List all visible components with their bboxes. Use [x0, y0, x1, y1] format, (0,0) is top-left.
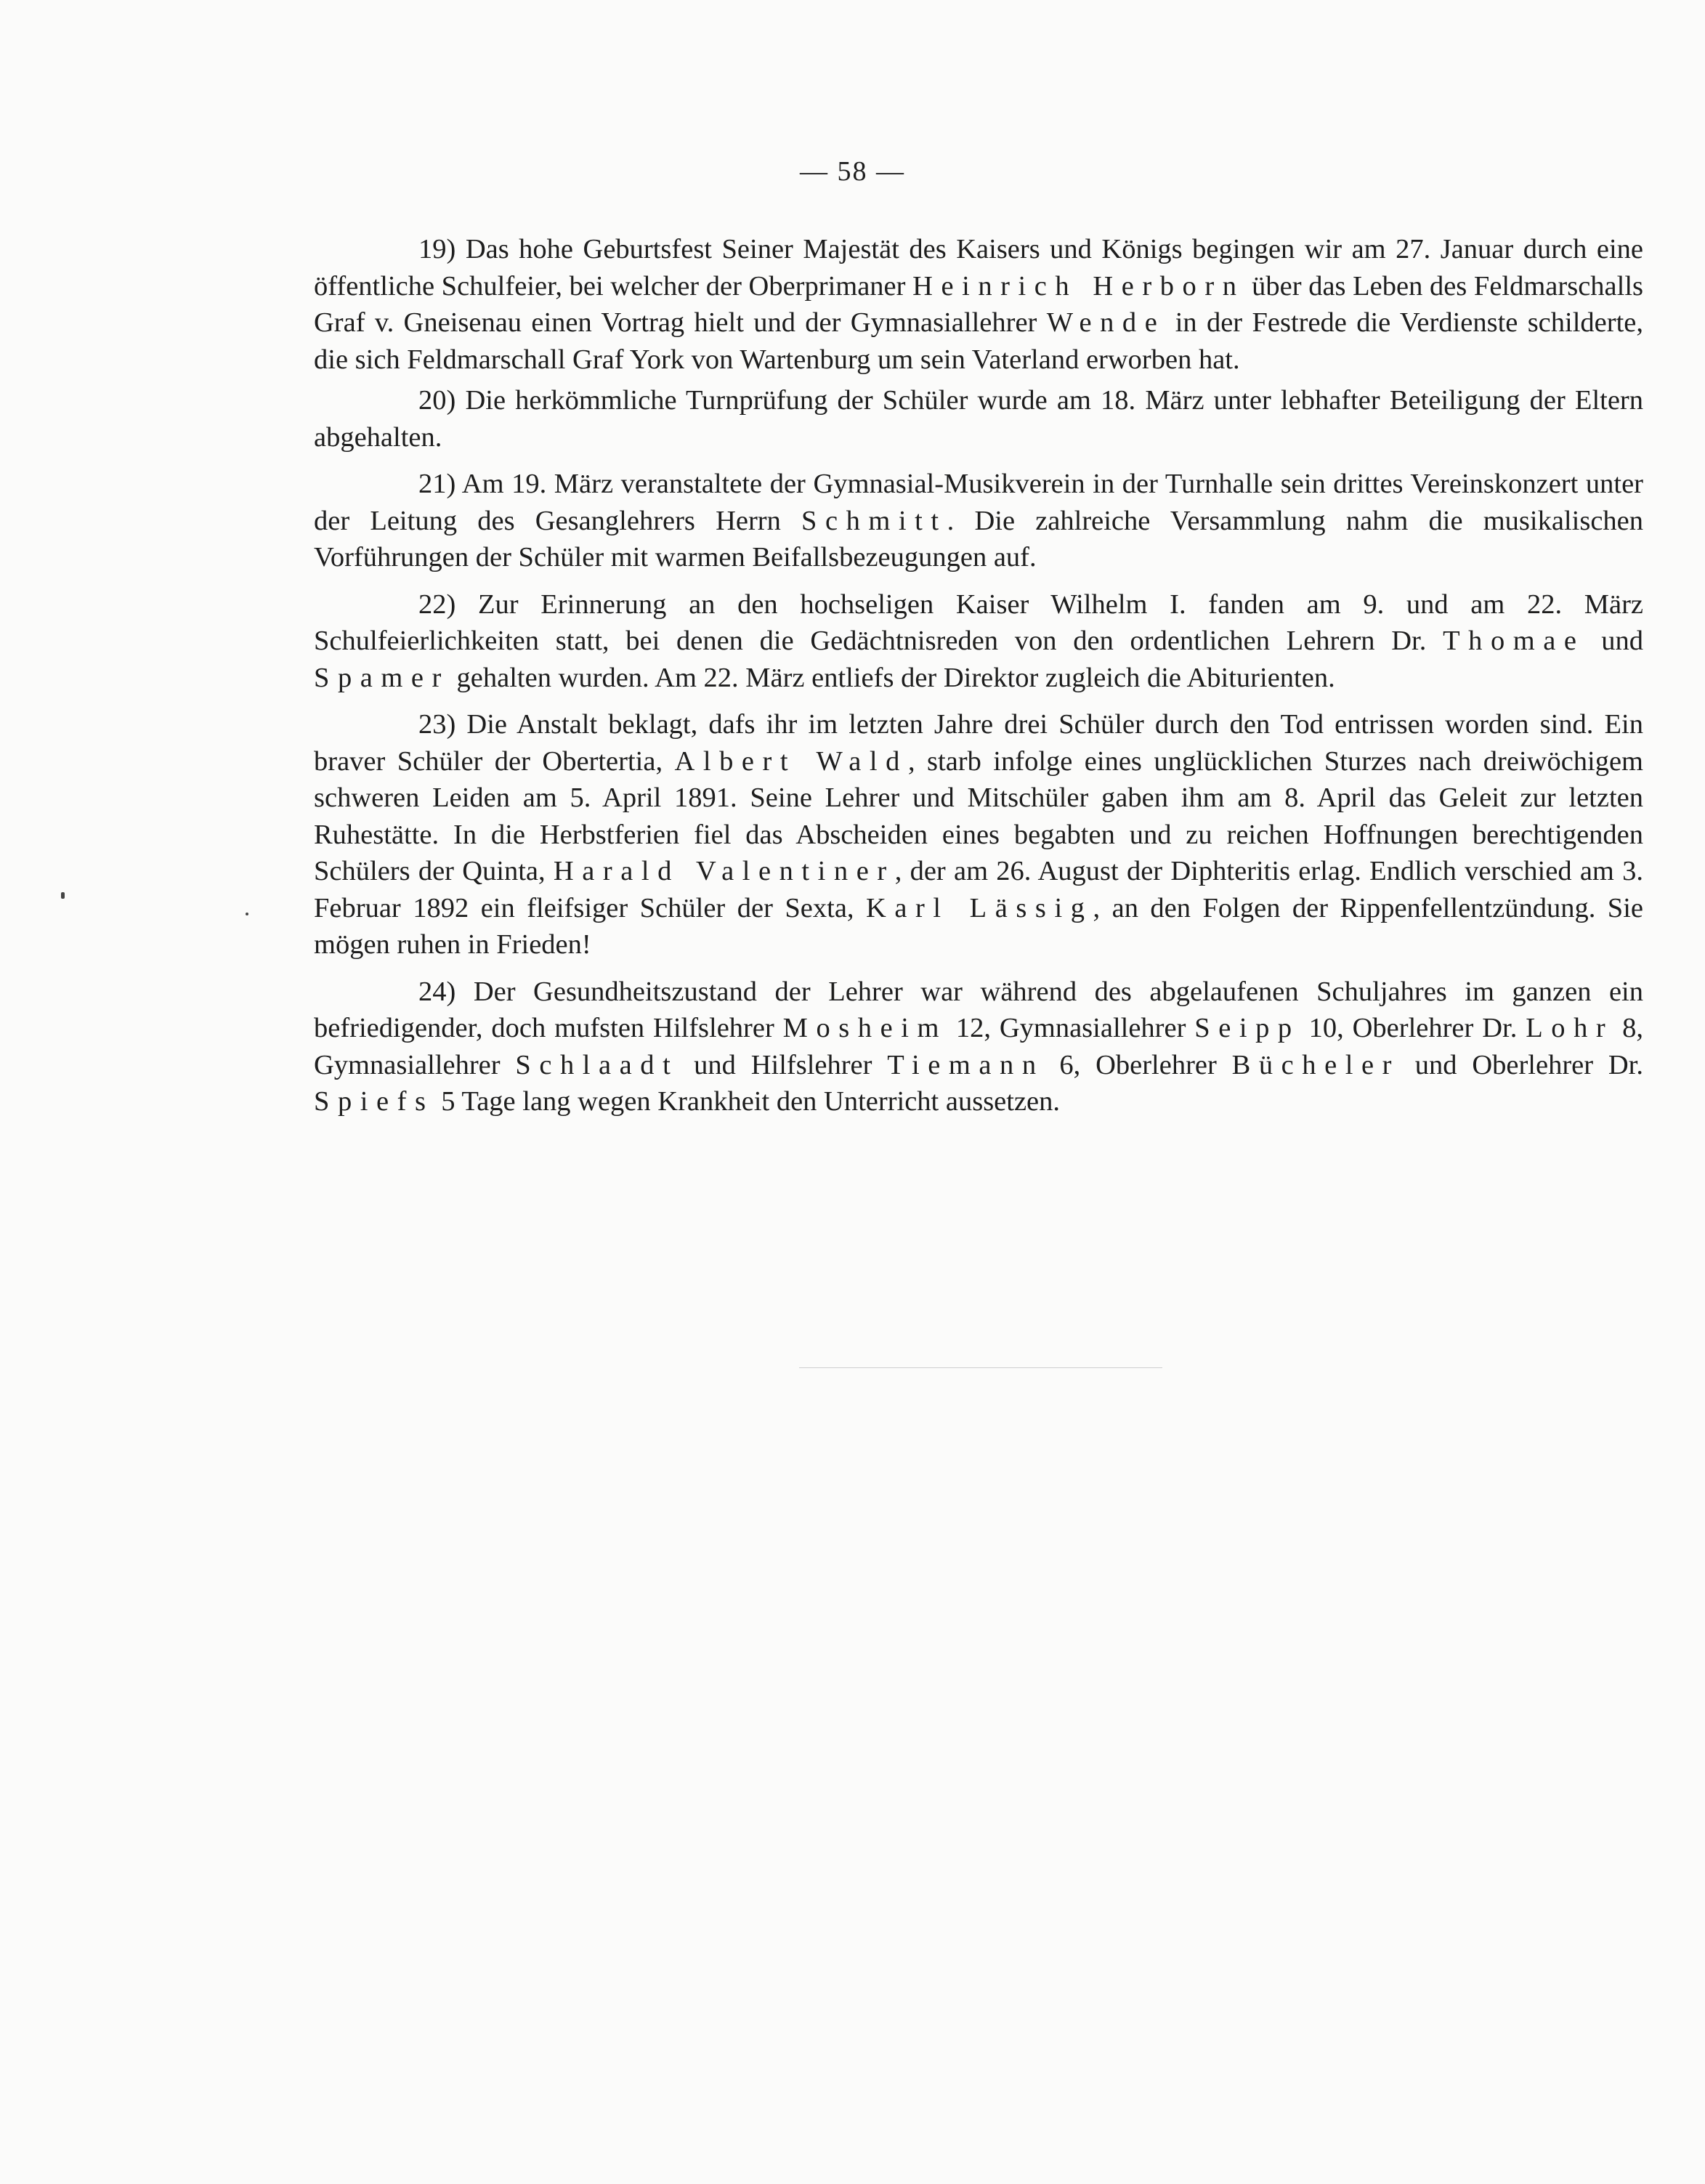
text-run: gehalten wurden. Am 22. März entliefs der Direktor zugleich die Abiturienten. — [449, 662, 1335, 693]
text-run: 6, Oberlehrer — [1044, 1049, 1232, 1080]
text-run: . Die zahlreiche Versammlung nahm die musikalischen Vorführungen der Schüler mit warmen Beifallsbezeugungen auf. — [314, 505, 1643, 573]
text-run: 20) Die herkömmliche Turnprüfung der Schüler wurde am 18. März unter lebhafter Beteiligung der Eltern abgehalten. — [314, 385, 1643, 453]
paragraph-24 — [314, 974, 1643, 1120]
page-text — [314, 231, 1643, 1125]
spaced-name: Spiefs — [314, 1086, 434, 1117]
text-run: 19) Das hohe Geburtsfest Seiner Majestät des Kaisers und Königs begingen wir am 27. Januar durch eine öffentliche Schulfeier, bei welcher der Oberprimaner — [314, 234, 1643, 302]
faint-rule — [799, 1367, 1162, 1368]
scan-speck — [61, 892, 65, 899]
paragraph-20 — [314, 382, 1643, 456]
text-run: 23) Die Anstalt beklagt, dafs ihr im letzten Jahre drei Schüler durch den Tod entrissen worden sind. Ein braver Schüler der Obertertia, — [314, 709, 1643, 777]
text-run: und Hilfslehrer — [679, 1049, 888, 1080]
text-run: , der am 26. August der Diphteritis erlag. Endlich verschied am 3. Februar 1892 ein fleifsiger Schüler der Sexta, — [314, 856, 1643, 923]
paragraph-19 — [314, 231, 1643, 378]
spaced-name: Seipp — [1194, 1013, 1300, 1043]
text-run: 22) Zur Erinnerung an den hochseligen Kaiser Wilhelm I. fanden am 9. und am 22. März Schulfeierlichkeiten statt, bei denen die Gedächtnisreden von den ordentlichen Lehrern Dr. — [314, 589, 1643, 656]
text-run: und Oberlehrer Dr. — [1400, 1049, 1643, 1080]
paragraph-23 — [314, 706, 1643, 963]
text-run: über das Leben des Feldmarschalls Graf v. Gneisenau einen Vortrag hielt und der Gymnasiallehrer — [314, 270, 1644, 338]
spaced-name: Schmitt — [801, 505, 947, 536]
text-run: 10, Oberlehrer Dr. — [1300, 1013, 1526, 1043]
text-run: 24) Der Gesundheitszustand der Lehrer war während des abgelaufenen Schuljahres im ganzen ein befriedigender, doch mufsten Hilfslehrer — [314, 976, 1643, 1043]
text-run: , an den Folgen der Rippenfellentzündung. Sie mögen ruhen in Frieden! — [314, 892, 1644, 960]
spaced-name: Bücheler — [1231, 1049, 1400, 1080]
spaced-name: Wende — [1046, 307, 1166, 338]
text-run: , starb infolge eines unglücklichen Sturzes nach dreiwöchigem schweren Leiden am 5. April 1891. Seine Lehrer und Mitschüler gaben ihm am 8. April das Geleit zur letzten Ruhestätte. In die Herbstferien fiel das Abscheiden eines begabten und zu reichen Hoffnungen berechtigenden Schülers der Quinta, — [314, 745, 1644, 886]
paragraph-22 — [314, 586, 1643, 697]
text-run: 12, Gymnasiallehrer — [947, 1013, 1195, 1043]
page-number: — 58 — — [800, 156, 905, 187]
spaced-name: Schlaadt — [515, 1049, 679, 1080]
spaced-name: Mosheim — [782, 1013, 947, 1043]
spaced-name: Tiemann — [887, 1049, 1045, 1080]
text-run: in der Festrede die Verdienste schilderte, die sich Feldmarschall Graf York von Wartenburg um sein Vaterland erworben hat. — [314, 307, 1643, 375]
text-run: und — [1584, 626, 1643, 656]
scan-speck — [246, 913, 248, 915]
spaced-name: Karl Lässig — [866, 892, 1093, 923]
text-run: 5 Tage lang wegen Krankheit den Unterricht aussetzen. — [434, 1086, 1061, 1117]
spaced-name: Albert Wald — [674, 745, 908, 777]
text-run: 21) Am 19. März veranstaltete der Gymnasial-Musikverein in der Turnhalle sein drittes Vereinskonzert unter der Leitung des Gesanglehrers Herrn — [314, 469, 1643, 536]
spaced-name: Spamer — [314, 662, 450, 693]
spaced-name: Harald Valentiner — [553, 856, 895, 886]
paragraph-21 — [314, 466, 1643, 576]
spaced-name: Lohr — [1526, 1013, 1614, 1043]
spaced-name: Thomae — [1443, 626, 1585, 656]
text-run: 8, Gymnasiallehrer — [314, 1013, 1643, 1080]
spaced-name: Heinrich Herborn — [912, 270, 1245, 302]
